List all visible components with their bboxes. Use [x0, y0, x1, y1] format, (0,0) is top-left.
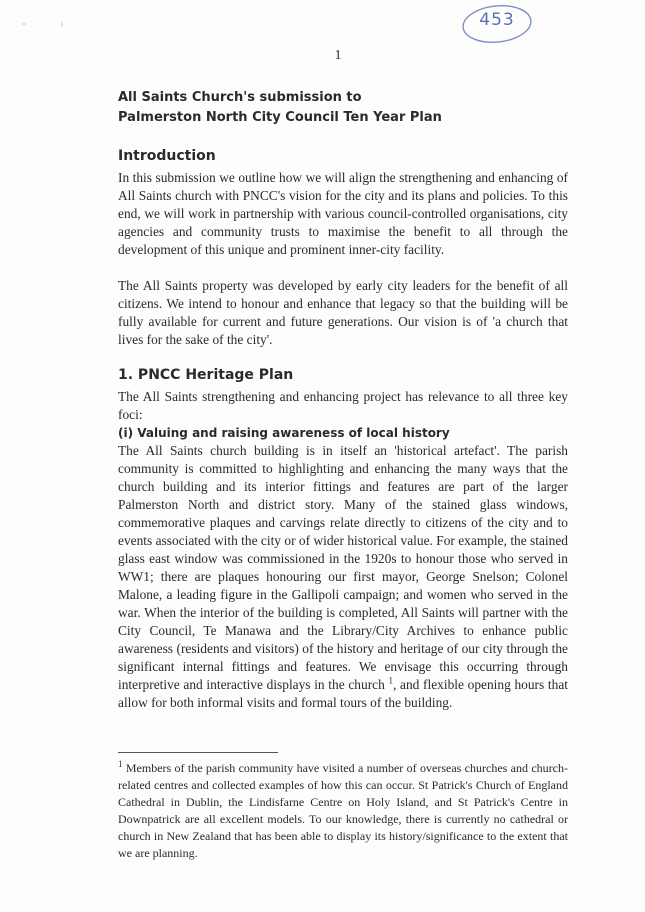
- page-number: 1: [334, 48, 342, 63]
- footnote-text: Members of the parish community have visited a number of overseas churches and church-related centres and collected examples of how this can occur. St Patrick's Church of England Cathedral in Dublin, the Lindisfarne Centre on Holy Island, and St Patrick's Centre in Downpatrick are all excellent models. To our knowledge, there is currently no cathedral or church in New Zealand that has been able to display its history/significance to the extent that we are planning.: [118, 761, 568, 860]
- stamp-number: 453: [479, 10, 515, 30]
- introduction-paragraph-2: The All Saints property was developed by early city leaders for the benefit of all citizens. We intend to honour and enhance that legacy so that the building will be fully available for current and future generations. Our vision is of 'a church that lives for the sake of the city'.: [118, 278, 568, 347]
- title-line-2: Palmerston North City Council Ten Year Plan: [118, 110, 442, 125]
- scan-mark: [22, 14, 66, 20]
- section-1-intro: The All Saints strengthening and enhancing project has relevance to all three key foci:: [118, 389, 568, 422]
- section-1-body-text: The All Saints church building is in itself an 'historical artefact'. The parish community is committed to highlighting and enhancing the many ways that the church building and its interior fittings and features are part of the larger Palmerston North and district story. Many of the stained glass windows, commemorative plaques and carvings relate directly to citizens of the city and to events associated with the city or of wider historical value. For example, the stained glass east window was commissioned in the 1920s to honour those who served in WW1; there are plaques honouring our first mayor, George Snelson; Colonel Malone, a leading figure in the Gallipoli campaign; and women who served in the war. When the interior of the building is completed, All Saints will partner with the City Council, Te Manawa and the Library/City Archives to enhance public awareness (residents and visitors) of the history and heritage of our city through the significant internal fittings and features. We envisage this occurring through interpretive and interactive displays in the church: [118, 443, 568, 692]
- section-1-body: [118, 442, 568, 712]
- footnote-divider: [118, 752, 278, 753]
- section-1-subheading: (i) Valuing and raising awareness of local history: [118, 426, 450, 440]
- title-line-1: All Saints Church's submission to: [118, 90, 362, 105]
- document-title: [118, 88, 568, 128]
- footnote-marker: 1: [118, 759, 123, 769]
- section-1-body-text-end: , and flexible opening hours that allow for both informal visits and formal tours of the building.: [118, 677, 568, 710]
- footnote: [118, 760, 568, 862]
- section-1-heading: 1. PNCC Heritage Plan: [118, 367, 294, 383]
- handwritten-stamp: [460, 2, 534, 46]
- document-body: [118, 88, 568, 712]
- introduction-paragraph-1: In this submission we outline how we will align the strengthening and enhancing of All Saints church with PNCC's vision for the city and its plans and policies. To this end, we will work in partnership with various council-controlled organisations, city agencies and community trusts to maximise the benefit to all through the development of this unique and prominent inner-city facility.: [118, 170, 568, 257]
- introduction-heading: Introduction: [118, 148, 216, 164]
- footnote-reference: 1: [388, 675, 393, 686]
